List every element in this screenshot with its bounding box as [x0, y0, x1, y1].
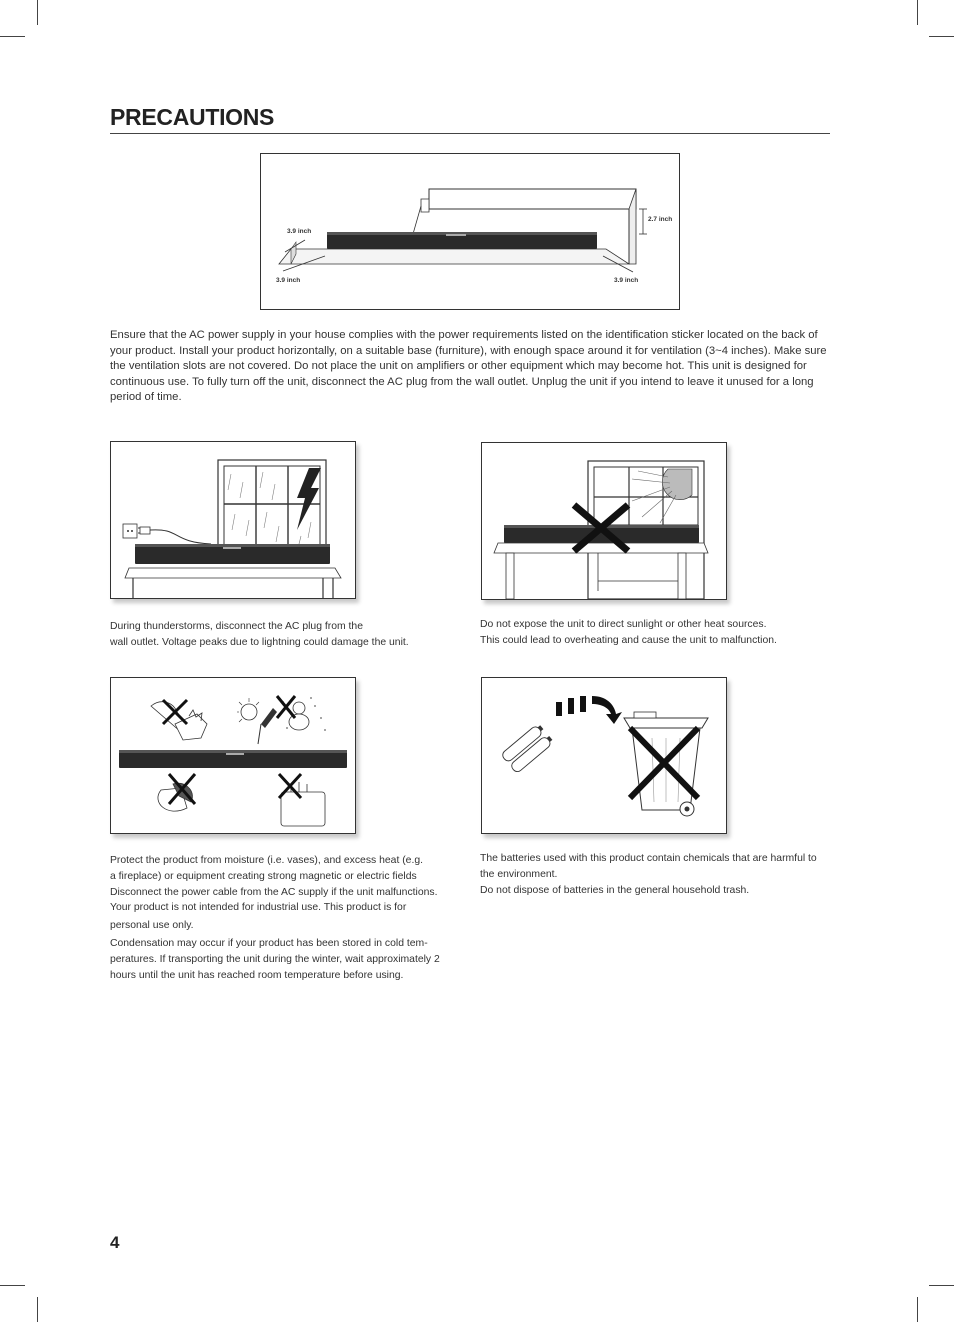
thunderstorm-caption	[110, 619, 450, 651]
batteries-caption-line-2: the environment.	[480, 868, 558, 880]
dim-left-top-label: 3.9 inch	[287, 228, 312, 235]
intro-paragraph: Ensure that the AC power supply in your house complies with the power requirements listed on the identification sticker located on the back of your product. Install your product horizontally, on a suitable base (furniture), with enough space around it for ventilation (3~4 inches). Make sure the ventilation slots are not covered. Do not place the unit on amplifiers or other equipment which may become hot. This unit is designed for continuous use. To fully turn off the unit, disconnect the AC plug from the wall outlet. Unplug the unit if you intend to leave it unused for a long period of time.	[110, 329, 827, 404]
moisture-caption-line-4: Your product is not intended for industrial use. This product is for	[110, 902, 407, 914]
page-number: 4	[110, 1233, 120, 1252]
crop-mark	[37, 0, 38, 25]
thunderstorm-caption-line-2: wall outlet. Voltage peaks due to lightning could damage the unit.	[110, 636, 409, 648]
sunlight-caption-line-2: This could lead to overheating and cause the unit to malfunction.	[480, 634, 777, 646]
batteries-caption-line-3: Do not dispose of batteries in the general household trash.	[480, 884, 750, 896]
moisture-caption-line-3: Disconnect the power cable from the AC supply if the unit malfunctions.	[110, 886, 438, 898]
dim-left-bottom-label: 3.9 inch	[276, 277, 301, 284]
thunderstorm-illustration-icon	[110, 441, 356, 599]
batteries-caption	[480, 851, 835, 898]
sunlight-caption	[480, 617, 830, 649]
batteries-caption-line-1: The batteries used with this product contain chemicals that are harmful to	[480, 853, 817, 864]
crop-mark	[917, 1297, 918, 1322]
crop-mark	[917, 0, 918, 25]
page-title: PRECAUTIONS	[110, 104, 830, 134]
sunlight-illustration-icon	[481, 442, 727, 600]
crop-mark	[0, 1285, 25, 1286]
sunlight-caption-line-1: Do not expose the unit to direct sunlight or other heat sources.	[480, 619, 767, 630]
moisture-caption	[110, 853, 455, 983]
condensation-caption-line-2: peratures. If transporting the unit during the winter, wait approximately 2	[110, 953, 440, 965]
moisture-caption-line-2: a fireplace) or equipment creating strong magnetic or electric fields	[110, 870, 417, 882]
condensation-caption-line-1: Condensation may occur if your product has been stored in cold tem-	[110, 937, 428, 949]
moisture-caption-line-1: Protect the product from moisture (i.e. vases), and excess heat (e.g.	[110, 855, 424, 866]
thunderstorm-caption-line-1: During thunderstorms, disconnect the AC plug from the	[110, 621, 363, 632]
dim-height-label: 2.7 inch	[648, 216, 673, 223]
moisture-caption-line-5: personal use only.	[110, 920, 194, 932]
crop-mark	[0, 36, 25, 37]
installation-clearance-figure	[260, 153, 680, 310]
dim-right-bottom-label: 3.9 inch	[614, 277, 639, 284]
condensation-caption-line-3: hours until the unit has reached room temperature before using.	[110, 969, 404, 981]
moisture-heat-illustration-icon	[110, 677, 356, 834]
crop-mark	[37, 1297, 38, 1322]
crop-mark	[929, 1285, 954, 1286]
battery-disposal-illustration-icon	[481, 677, 727, 834]
crop-mark	[929, 36, 954, 37]
